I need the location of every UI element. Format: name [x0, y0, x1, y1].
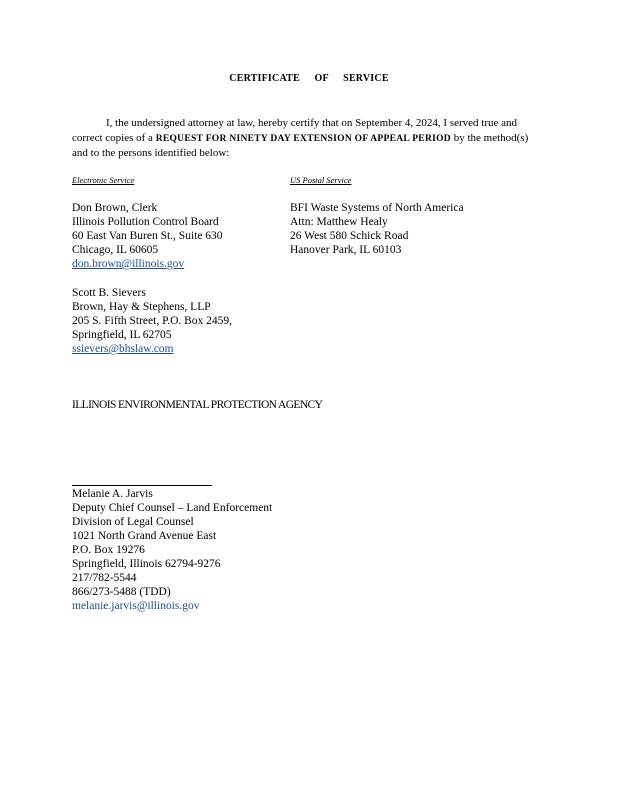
recipient-organization: Illinois Pollution Control Board: [72, 216, 219, 228]
signatory-title: Deputy Chief Counsel – Land Enforcement: [72, 502, 273, 514]
agency-name: ILLINOIS ENVIRONMENTAL PROTECTION AGENCY: [72, 399, 323, 411]
postal-service-heading: US Postal Service: [290, 175, 352, 185]
recipient-city: Springfield, IL 62705: [72, 329, 172, 341]
document-title: CERTIFICATE OF SERVICE: [229, 73, 389, 84]
recipient-street: 205 S. Fifth Street, P.O. Box 2459,: [72, 315, 233, 327]
recipient-name: Scott B. Sievers: [72, 287, 146, 299]
recipient-pollution-board: [72, 201, 223, 271]
signatory-street: 1021 North Grand Avenue East: [72, 530, 217, 542]
certification-paragraph: [72, 116, 542, 161]
signatory-po-box: P.O. Box 19276: [72, 544, 145, 556]
signatory-phone: 217/782-5544: [72, 572, 137, 584]
signatory-city: Springfield, Illinois 62794-9276: [72, 558, 221, 570]
certification-text-after: by the method(s) and to the persons identified below:: [72, 131, 529, 159]
recipient-organization: Brown, Hay & Stephens, LLP: [72, 301, 211, 313]
recipient-name: Don Brown, Clerk: [72, 202, 158, 214]
signatory-tdd: 866/273-5488 (TDD): [72, 586, 171, 598]
electronic-service-heading: Electronic Service: [72, 175, 135, 185]
recipient-bfi: [290, 201, 464, 257]
recipient-name: BFI Waste Systems of North America: [290, 202, 464, 214]
recipient-city: Chicago, IL 60605: [72, 244, 159, 256]
certification-text-before: I, the undersigned attorney at law, hereby certify that on September 4, 2024, I served true and correct copies of a: [72, 117, 518, 144]
document-name: REQUEST FOR NINETY DAY EXTENSION OF APPEAL PERIOD: [155, 133, 451, 144]
signature-line: [72, 485, 212, 486]
signatory-name: Melanie A. Jarvis: [72, 488, 153, 500]
recipient-street: 60 East Van Buren St., Suite 630: [72, 230, 223, 242]
recipient-sievers: [72, 286, 232, 356]
signatory-email-link[interactable]: melanie.jarvis@illinois.gov: [72, 600, 200, 612]
recipient-email-link[interactable]: don.brown@illinois.gov: [72, 258, 185, 270]
recipient-street: 26 West 580 Schick Road: [290, 230, 409, 242]
recipient-city: Hanover Park, IL 60103: [290, 244, 402, 256]
signatory-block: [72, 487, 272, 613]
recipient-email-link[interactable]: ssievers@bhslaw.com: [72, 343, 174, 355]
signatory-division: Division of Legal Counsel: [72, 516, 194, 528]
recipient-attention: Attn: Matthew Healy: [290, 216, 388, 228]
